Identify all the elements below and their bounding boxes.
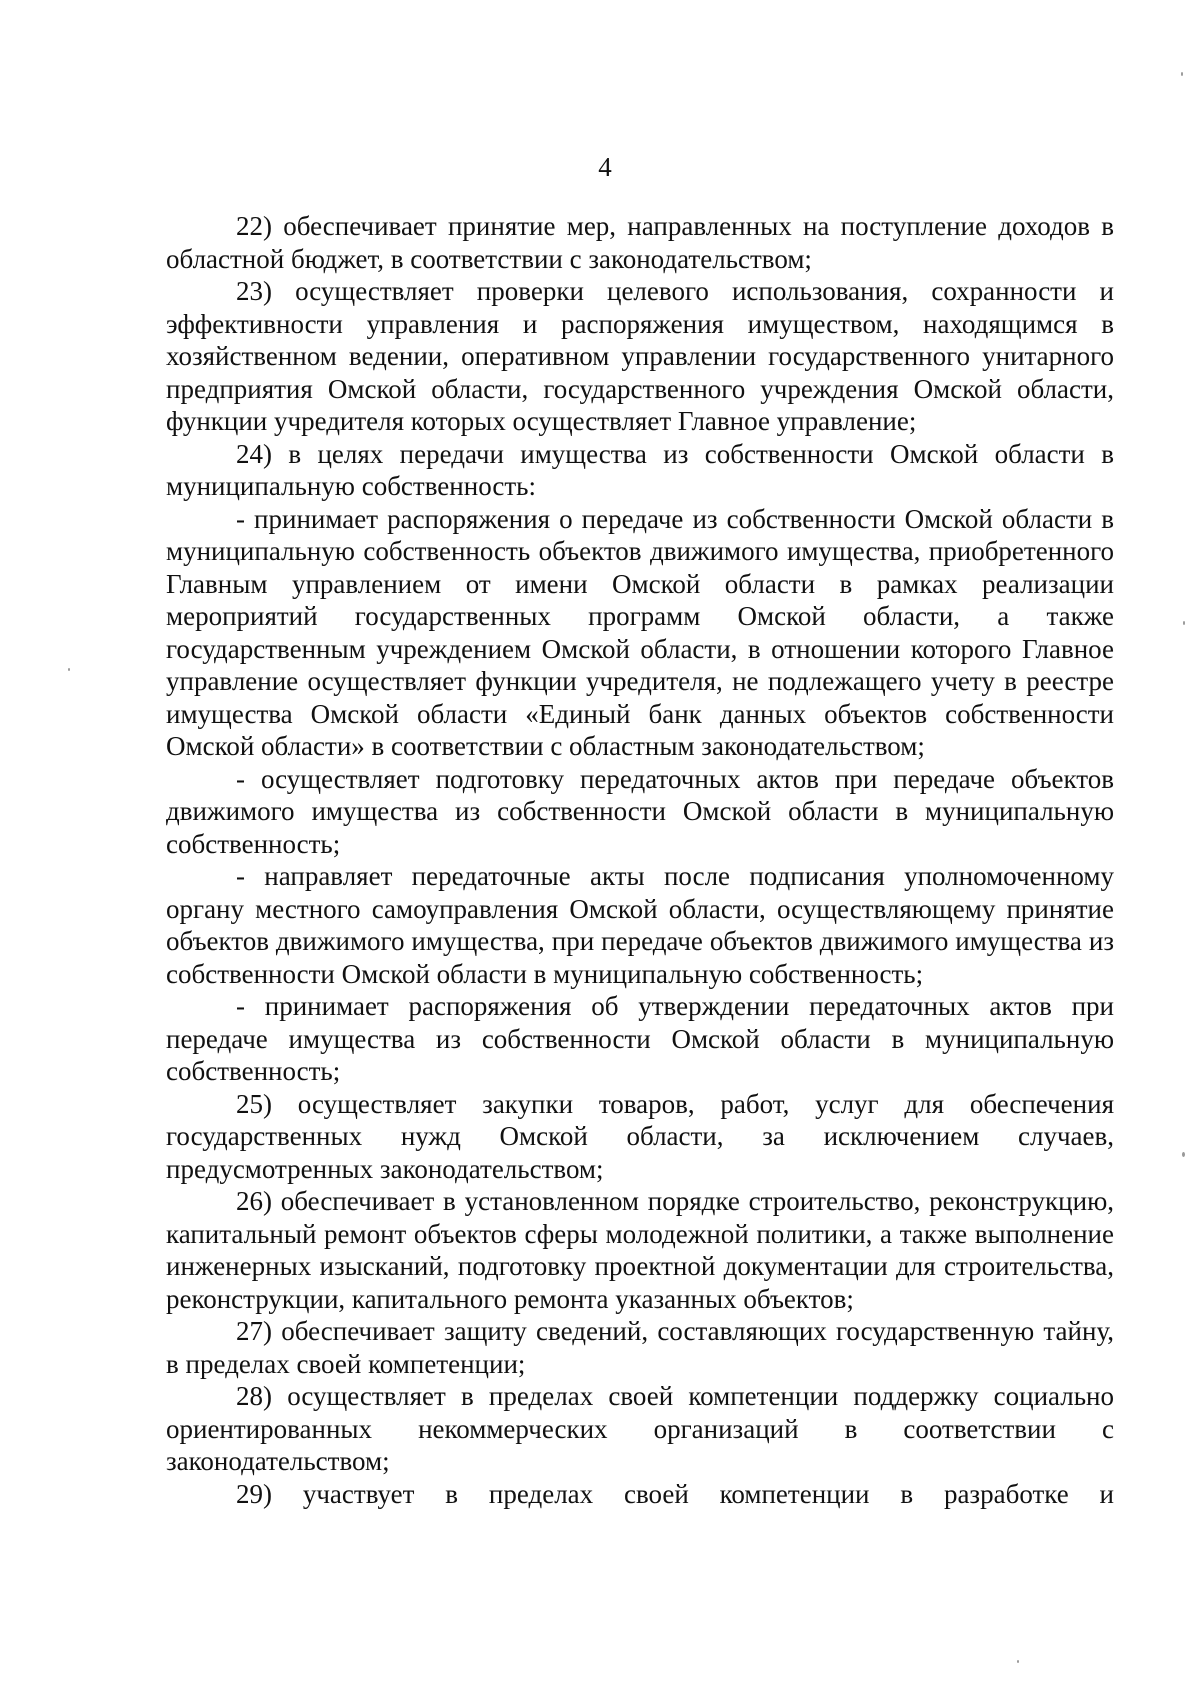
paragraph-24-item-3: - направляет передаточные акты после подписания уполномоченному органу местного самоуправления Омской области, осуществляющему принятие объектов движимого имущества, при передаче объектов движимого имущества из собственности Омской области в муниципальную собственность;: [166, 861, 1114, 989]
scan-speck: [1183, 621, 1185, 625]
paragraph-26: 26) обеспечивает в установленном порядке строительство, реконструкцию, капитальный ремонт объектов сферы молодежной политики, а также выполнение инженерных изысканий, подготовку проектной документации для строительства, реконструкции, капитального ремонта указанных объектов;: [166, 1186, 1114, 1314]
paragraph-24-item-2: - осуществляет подготовку передаточных актов при передаче объектов движимого имущества из собственности Омской области в муниципальную собственность;: [166, 763, 1114, 859]
scan-speck: [1017, 1660, 1019, 1663]
paragraph-22: 22) обеспечивает принятие мер, направленных на поступление доходов в областной бюджет, в соответствии с законодательством;: [166, 211, 1114, 274]
paragraph-27: 27) обеспечивает защиту сведений, составляющих государственную тайну, в пределах своей компетенции;: [166, 1316, 1114, 1379]
paragraph-29: 29) участвует в пределах своей компетенции в разработке и: [236, 1478, 1114, 1509]
scan-speck: [68, 668, 70, 671]
paragraph-25: 25) осуществляет закупки товаров, работ, услуг для обеспечения государственных нужд Омской области, за исключением случаев, предусмотренных законодательством;: [166, 1088, 1114, 1184]
paragraph-24-item-4: - принимает распоряжения об утверждении передаточных актов при передаче имущества из собственности Омской области в муниципальную собственность;: [166, 991, 1114, 1086]
scan-speck: [1182, 1152, 1185, 1157]
paragraph-28: 28) осуществляет в пределах своей компетенции поддержку социально ориентированных некоммерческих организаций в соответствии с законодательством;: [166, 1381, 1114, 1476]
scan-speck: [1181, 72, 1183, 76]
paragraph-23: 23) осуществляет проверки целевого использования, сохранности и эффективности управления и распоряжения имуществом, находящимся в хозяйственном ведении, оперативном управлении государственного унитарного предприятия Омской области, государственного учреждения Омской области, функции учредителя которых осуществляет Главное управление;: [166, 276, 1114, 436]
document-body: [166, 210, 1114, 1510]
page-number: 4: [598, 152, 612, 182]
paragraph-24: 24) в целях передачи имущества из собственности Омской области в муниципальную собственность:: [166, 438, 1114, 501]
paragraph-24-item-1: - принимает распоряжения о передаче из собственности Омской области в муниципальную собственность объектов движимого имущества, приобретенного Главным управлением от имени Омской области в рамках реализации мероприятий государственных программ Омской области, а также государственным учреждением Омской области, в отношении которого Главное управление осуществляет функции учредителя, не подлежащего учету в реестре имущества Омской области «Единый банк данных объектов собственности Омской области» в соответствии с областным законодательством;: [166, 503, 1114, 761]
